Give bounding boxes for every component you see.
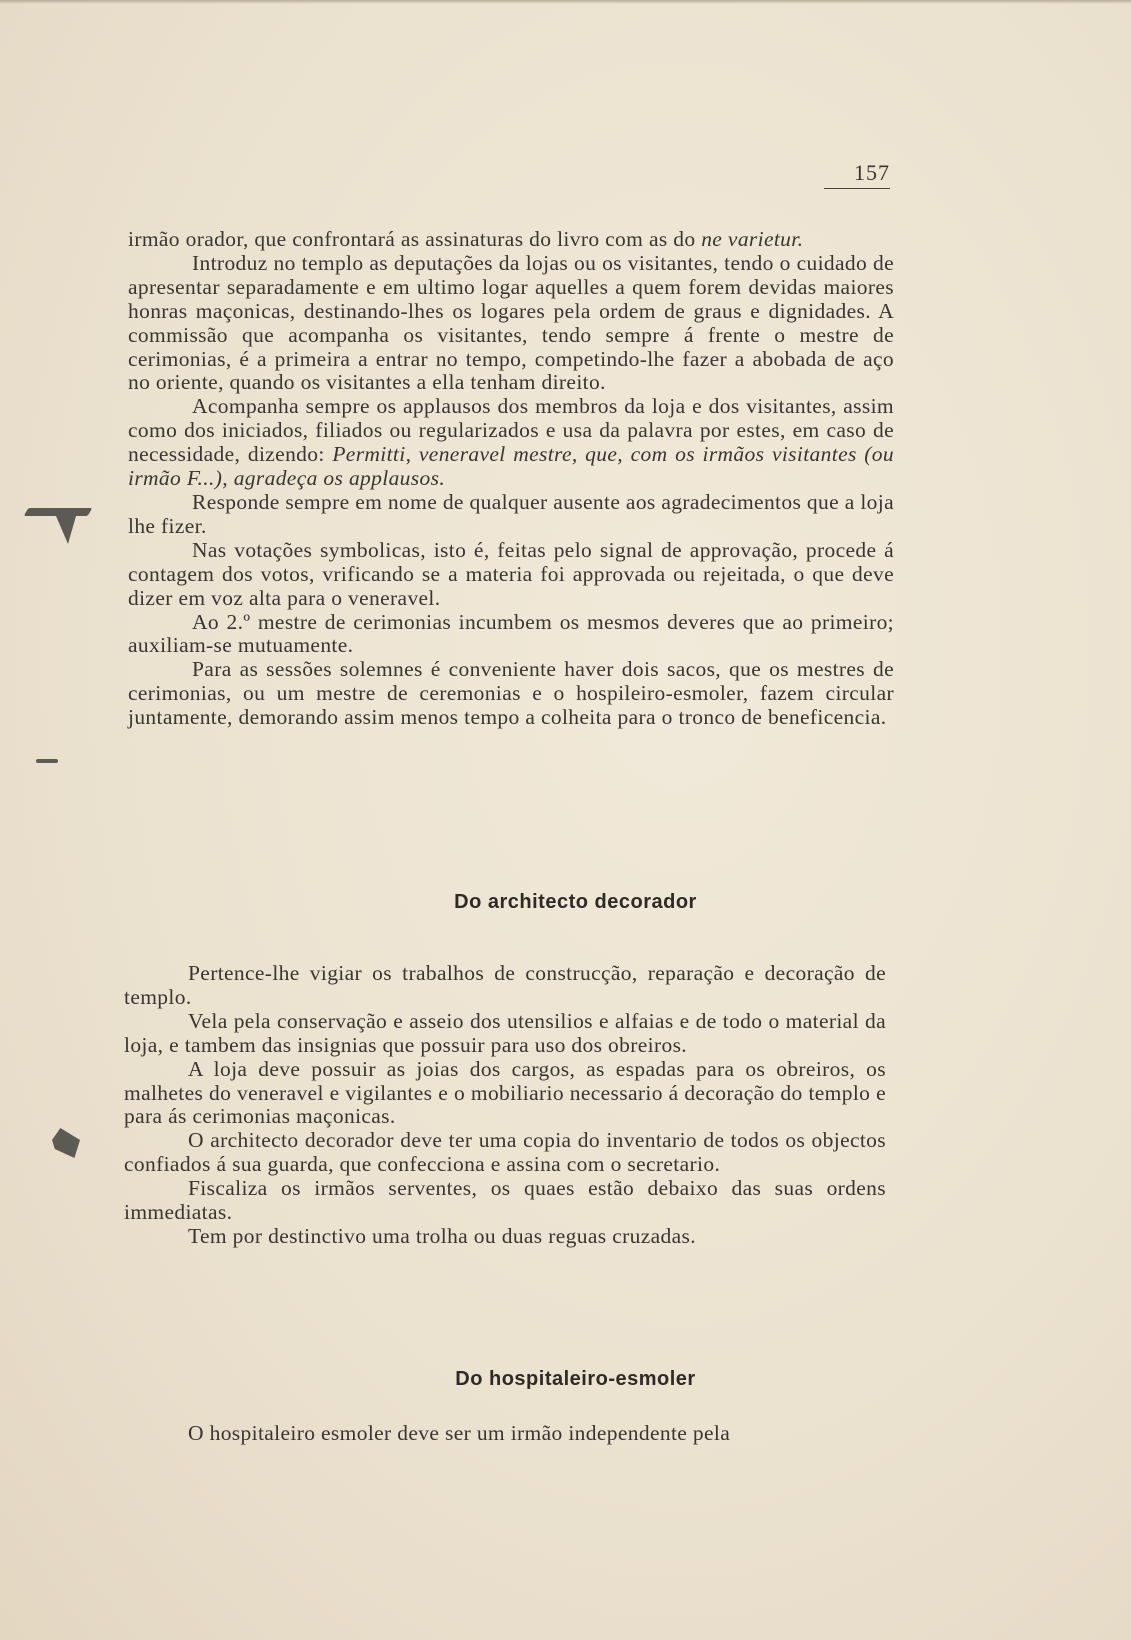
italic-text: ne varietur.	[701, 227, 804, 251]
paragraph	[124, 1058, 886, 1130]
text-run: Introduz no templo as deputações da lojas ou os visitantes, tendo o cuidado de apresentar separadamente e em ultimo logar aquelles a quem forem devidas maiores honras maçonicas, destinando-lhes os logares pela ordem de graus e dignidades. A commissão que acompanha os visitantes, tendo sempre á frente o mestre de cerimonias, é a primeira a entrar no tempo, competindo-lhe fazer a abobada de aço no oriente, quando os visitantes a ella tenham direito.	[128, 250, 894, 395]
paragraph	[128, 611, 894, 659]
paragraph	[128, 539, 894, 611]
paragraph	[124, 1129, 886, 1177]
text-block-master-of-ceremonies	[128, 228, 894, 730]
section-heading-architect: Do architecto decorador	[454, 891, 697, 913]
paragraph	[128, 252, 894, 395]
paragraph	[128, 491, 894, 539]
italic-text: Permitti, veneravel mestre, que, com os irmãos visitantes (ou irmão F...), agradeça os applausos.	[128, 442, 894, 491]
paragraph	[124, 1422, 886, 1446]
text-run: Vela pela conservação e asseio dos utensilios e alfaias e de todo o material da loja, e tambem das insignias que possuir para uso dos obreiros.	[124, 1008, 886, 1057]
section-heading-hospitaller: Do hospitaleiro-esmoler	[455, 1368, 696, 1390]
text-block-architect	[124, 962, 886, 1249]
text-run: Responde sempre em nome de qualquer ausente aos agradecimentos que a loja lhe fizer.	[128, 489, 894, 538]
page-number: 157	[824, 160, 890, 189]
text-run: Fiscaliza os irmãos serventes, os quaes estão debaixo das suas ordens immediatas.	[124, 1176, 886, 1225]
paragraph	[124, 1225, 886, 1249]
margin-stain-mark	[52, 1128, 80, 1158]
text-run: Ao 2.º mestre de cerimonias incumbem os mesmos deveres que ao primeiro; auxiliam-se mutuamente.	[128, 609, 894, 658]
paragraph	[128, 395, 894, 491]
text-run: A loja deve possuir as joias dos cargos, as espadas para os obreiros, os malhetes do veneravel e vigilantes e o mobiliario necessario á decoração do templo e para ás cerimonias maçonicas.	[124, 1056, 886, 1129]
paragraph	[128, 228, 894, 252]
paragraph	[128, 658, 894, 730]
page-top-edge	[0, 0, 1131, 4]
text-run: Acompanha sempre os applausos dos membros da loja e dos visitantes, assim como dos iniciados, filiados ou regularizados e usa da palavra por estes, em caso de necessidade, dizendo:	[128, 394, 894, 467]
margin-stain-mark	[56, 516, 76, 544]
text-run: irmão orador, que confrontará as assinaturas do livro com as do	[128, 227, 702, 251]
text-run: Nas votações symbolicas, isto é, feitas pelo signal de approvação, procede á contagem dos votos, vrificando se a materia foi approvada ou rejeitada, o que deve dizer em voz alta para o veneravel.	[128, 537, 894, 610]
paragraph	[124, 1010, 886, 1058]
text-run: Pertence-lhe vigiar os trabalhos de construcção, reparação e decoração de templo.	[124, 961, 886, 1009]
paragraph	[124, 1177, 886, 1225]
text-block-hospitaller	[124, 1422, 886, 1446]
text-run: O hospitaleiro esmoler deve ser um irmão independente pela	[188, 1421, 731, 1445]
text-run: Tem por destinctivo uma trolha ou duas reguas cruzadas.	[188, 1223, 696, 1248]
margin-stain-mark	[36, 759, 58, 763]
text-run: Para as sessões solemnes é conveniente haver dois sacos, que os mestres de cerimonias, ou um mestre de ceremonias e o hospileiro-esmoler, fazem circular juntamente, demorando assim menos tempo a colheita para o tronco de beneficencia.	[128, 657, 894, 730]
margin-stain-mark	[24, 508, 93, 516]
paragraph	[124, 962, 886, 1010]
text-run: O architecto decorador deve ter uma copia do inventario de todos os objectos confiados á sua guarda, que confecciona e assina com o secretario.	[124, 1128, 886, 1177]
